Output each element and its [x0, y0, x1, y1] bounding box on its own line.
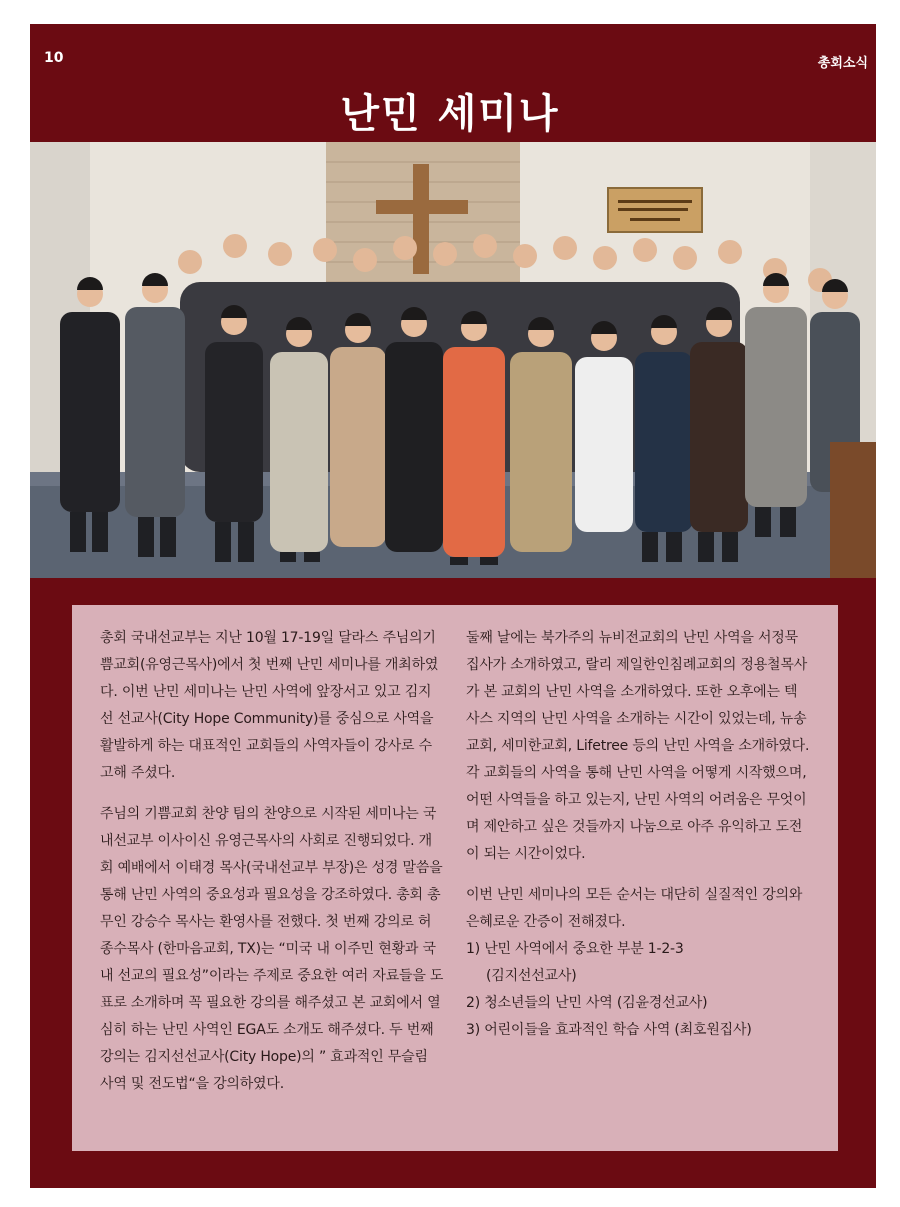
article-paragraph: 총회 국내선교부는 지난 10월 17-19일 달라스 주님의기쁨교회(유영근목사)에서 첫 번째 난민 세미나를 개최하였다. 이번 난민 세미나는 난민 사역에 앞장서고 있고 김지선 선교사(City Hope Community)를 중심으로 사역을 활발하게 하는 대표적인 교회들의 사역자들이 강사로 수고해 주셨다. — [100, 630, 439, 781]
article-box — [72, 605, 838, 1151]
lecture-list-item: 3) 어린이들을 효과적인 학습 사역 (최호원집사) — [466, 1022, 752, 1038]
group-photo-illustration — [30, 142, 876, 578]
section-label: 총회소식 — [817, 56, 868, 71]
article-paragraph: 이번 난민 세미나의 모든 순서는 대단히 실질적인 강의와 은혜로운 간증이 전해졌다. — [466, 887, 803, 930]
group-photo — [30, 142, 876, 578]
article-right-column — [466, 625, 810, 1135]
lecture-list-item-speaker: (김지선선교사) — [486, 968, 577, 984]
article-paragraph: 주님의 기쁨교회 찬양 팀의 찬양으로 시작된 세미나는 국내선교부 이사이신 유영근목사의 사회로 진행되었다. 개회 예배에서 이태경 목사(국내선교부 부장)은 성경 말씀을 통해 난민 사역의 중요성과 필요성을 강조하였다. 총회 총무인 강승수 목사는 환영사를 전했다. 첫 번째 강의로 허종수목사 (한마음교회, TX)는 “미국 내 이주민 현황과 국내 선교의 필요성”이라는 주제로 중요한 여러 자료들을 도표로 소개하며 꼭 필요한 강의를 해주셨고 본 교회에서 열심히 하는 난민 사역인 EGA도 소개도 해주셨다. 두 번째 강의는 김지선선교사(City Hope)의 ” 효과적인 무슬림 사역 및 전도법“을 강의하였다. — [100, 806, 444, 1092]
article-paragraph: 둘째 날에는 북가주의 뉴비전교회의 난민 사역을 서정묵집사가 소개하였고, 랄리 제일한인침례교회의 정용철목사가 본 교회의 난민 사역을 소개하였다. 또한 오후에는 텍사스 지역의 난민 사역을 소개하는 시간이 있었는데, 뉴송교회, 세미한교회, Lifetree 등의 난민 사역을 소개하였다. 각 교회들의 사역을 통해 난민 사역을 어떻게 시작했으며, 어떤 사역들을 하고 있는지, 난민 사역의 어려움은 무엇이며 제안하고 싶은 것들까지 나눔으로 아주 유익하고 도전이 되는 시간이었다. — [466, 630, 810, 862]
lecture-list-item: 2) 청소년들의 난민 사역 (김윤경선교사) — [466, 995, 708, 1011]
page-number: 10 — [44, 50, 64, 66]
lecture-list-item: 1) 난민 사역에서 중요한 부분 1-2-3 — [466, 941, 684, 957]
article-left-column — [100, 625, 444, 1135]
page-title: 난민 세미나 — [340, 91, 560, 137]
